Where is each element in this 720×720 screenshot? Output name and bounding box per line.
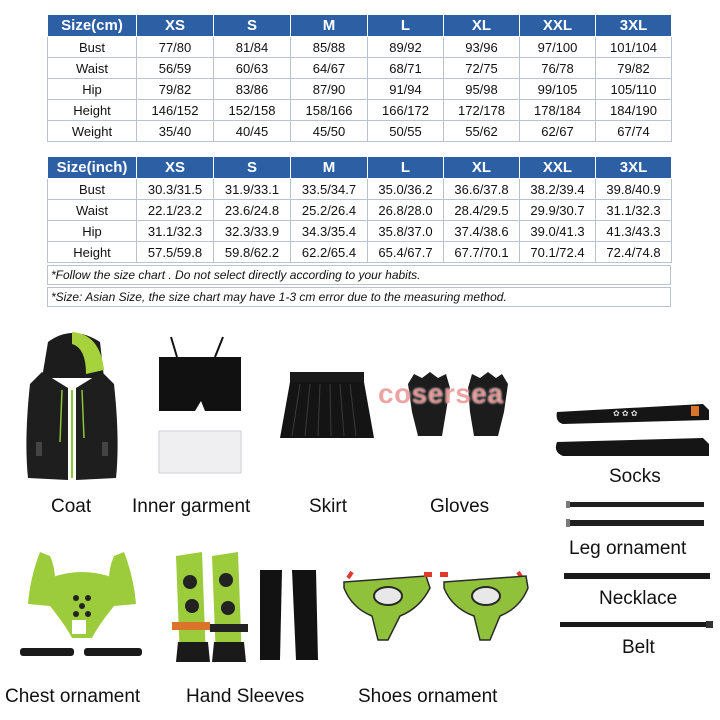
table-cell: 38.2/39.4: [520, 179, 596, 200]
gloves-label: Gloves: [430, 496, 490, 517]
table-cell: 70.1/72.4: [520, 242, 596, 263]
table-row: [48, 79, 672, 100]
table-cell: 67/74: [596, 121, 672, 142]
table-cell: 50/55: [368, 121, 444, 142]
coat-label: Coat: [51, 496, 92, 517]
table-cell: 79/82: [596, 58, 672, 79]
table-cell: 45/50: [291, 121, 368, 142]
table-cell: 35.0/36.2: [368, 179, 444, 200]
table-cell: 101/104: [596, 37, 672, 58]
table-cell: 95/98: [444, 79, 520, 100]
table-cell: 146/152: [137, 100, 214, 121]
table-cell: 72/75: [444, 58, 520, 79]
table-row: [48, 242, 672, 263]
necklace-label: Necklace: [599, 588, 678, 609]
leg-ornament-image: [564, 498, 708, 534]
table-cell: 81/84: [214, 37, 291, 58]
size-table-cm: [47, 14, 672, 142]
header-cell: L: [368, 157, 444, 179]
table-cell: 32.3/33.9: [214, 221, 291, 242]
header-cell: XS: [137, 15, 214, 37]
table-cell: 77/80: [137, 37, 214, 58]
row-label: Height: [48, 100, 137, 121]
table-cell: 99/105: [520, 79, 596, 100]
header-cell: M: [291, 15, 368, 37]
table-cell: 67.7/70.1: [444, 242, 520, 263]
table-cell: 31.1/32.3: [596, 200, 672, 221]
table-row: [48, 221, 672, 242]
size-note-asian: *Size: Asian Size, the size chart may have 1-3 cm error due to the measuring method.: [47, 287, 671, 307]
table-cell: 33.5/34.7: [291, 179, 368, 200]
header-cell: XXL: [520, 157, 596, 179]
header-cell: L: [368, 15, 444, 37]
table-cell: 39.8/40.9: [596, 179, 672, 200]
header-cell: S: [214, 15, 291, 37]
table-cell: 56/59: [137, 58, 214, 79]
table-cell: 30.3/31.5: [137, 179, 214, 200]
table-cell: 158/166: [291, 100, 368, 121]
inner-garment-image: [155, 335, 245, 477]
table-row: [48, 200, 672, 221]
table-cell: 93/96: [444, 37, 520, 58]
table-cell: 29.9/30.7: [520, 200, 596, 221]
table-cell: 60/63: [214, 58, 291, 79]
table-cell: 62/67: [520, 121, 596, 142]
size-table-inch: [47, 156, 672, 263]
table-cell: 35.8/37.0: [368, 221, 444, 242]
header-cell: S: [214, 157, 291, 179]
table-cell: 36.6/37.8: [444, 179, 520, 200]
header-cell: Size(inch): [48, 157, 137, 179]
table-cell: 83/86: [214, 79, 291, 100]
table-cell: 166/172: [368, 100, 444, 121]
header-cell: M: [291, 157, 368, 179]
row-label: Weight: [48, 121, 137, 142]
header-cell: XXL: [520, 15, 596, 37]
table-cell: 39.0/41.3: [520, 221, 596, 242]
table-cell: 79/82: [137, 79, 214, 100]
table-cell: 41.3/43.3: [596, 221, 672, 242]
size-note-follow: *Follow the size chart . Do not select directly according to your habits.: [47, 265, 671, 285]
table-cell: 55/62: [444, 121, 520, 142]
table-cell: 26.8/28.0: [368, 200, 444, 221]
table-cell: 68/71: [368, 58, 444, 79]
table-cell: 62.2/65.4: [291, 242, 368, 263]
header-cell: 3XL: [596, 15, 672, 37]
table-cell: 85/88: [291, 37, 368, 58]
necklace-image: [564, 571, 710, 581]
table-row: [48, 100, 672, 121]
table-cell: 89/92: [368, 37, 444, 58]
table-row: [48, 58, 672, 79]
table-row: [48, 121, 672, 142]
table-cell: 91/94: [368, 79, 444, 100]
leg-ornament-label: Leg ornament: [569, 538, 687, 559]
row-label: Bust: [48, 179, 137, 200]
table-cell: 25.2/26.4: [291, 200, 368, 221]
shoes-ornament-image: [340, 564, 532, 648]
shoes-ornament-label: Shoes ornament: [358, 686, 498, 707]
hand-sleeves-image: [166, 550, 324, 664]
table-cell: 40/45: [214, 121, 291, 142]
row-label: Bust: [48, 37, 137, 58]
table-cell: 184/190: [596, 100, 672, 121]
header-cell: 3XL: [596, 157, 672, 179]
cosersea-watermark: cosersea: [378, 378, 504, 409]
table-cell: 59.8/62.2: [214, 242, 291, 263]
hand-sleeves-label: Hand Sleeves: [186, 686, 305, 707]
table-cell: 64/67: [291, 58, 368, 79]
table-cell: 105/110: [596, 79, 672, 100]
table-cell: 97/100: [520, 37, 596, 58]
svg-text:✿ ✿ ✿: ✿ ✿ ✿: [613, 409, 638, 418]
table-row: [48, 179, 672, 200]
table-cell: 152/158: [214, 100, 291, 121]
table-cell: 76/78: [520, 58, 596, 79]
row-label: Waist: [48, 58, 137, 79]
row-label: Waist: [48, 200, 137, 221]
table-cell: 23.6/24.8: [214, 200, 291, 221]
skirt-image: [278, 370, 376, 440]
table-cell: 57.5/59.8: [137, 242, 214, 263]
belt-label: Belt: [622, 637, 655, 658]
table-cell: 35/40: [137, 121, 214, 142]
table-cell: 28.4/29.5: [444, 200, 520, 221]
table-cell: 72.4/74.8: [596, 242, 672, 263]
table-cell: 172/178: [444, 100, 520, 121]
chest-ornament-label: Chest ornament: [5, 686, 141, 707]
socks-label: Socks: [609, 466, 661, 487]
table-header-row: [48, 15, 672, 37]
table-cell: 37.4/38.6: [444, 221, 520, 242]
table-cell: 31.1/32.3: [137, 221, 214, 242]
skirt-label: Skirt: [309, 496, 347, 517]
chest-ornament-image: [20, 548, 144, 664]
table-cell: 87/90: [291, 79, 368, 100]
table-cell: 178/184: [520, 100, 596, 121]
table-header-row: [48, 157, 672, 179]
table-cell: 22.1/23.2: [137, 200, 214, 221]
table-cell: 34.3/35.4: [291, 221, 368, 242]
inner-garment-label: Inner garment: [132, 496, 251, 517]
table-cell: 65.4/67.7: [368, 242, 444, 263]
row-label: Hip: [48, 221, 137, 242]
header-cell: XS: [137, 157, 214, 179]
table-cell: 31.9/33.1: [214, 179, 291, 200]
row-label: Hip: [48, 79, 137, 100]
coat-image: [20, 330, 124, 482]
row-label: Height: [48, 242, 137, 263]
socks-image: [553, 400, 713, 466]
header-cell: XL: [444, 157, 520, 179]
header-cell: Size(cm): [48, 15, 137, 37]
table-row: [48, 37, 672, 58]
header-cell: XL: [444, 15, 520, 37]
belt-image: [560, 620, 714, 630]
